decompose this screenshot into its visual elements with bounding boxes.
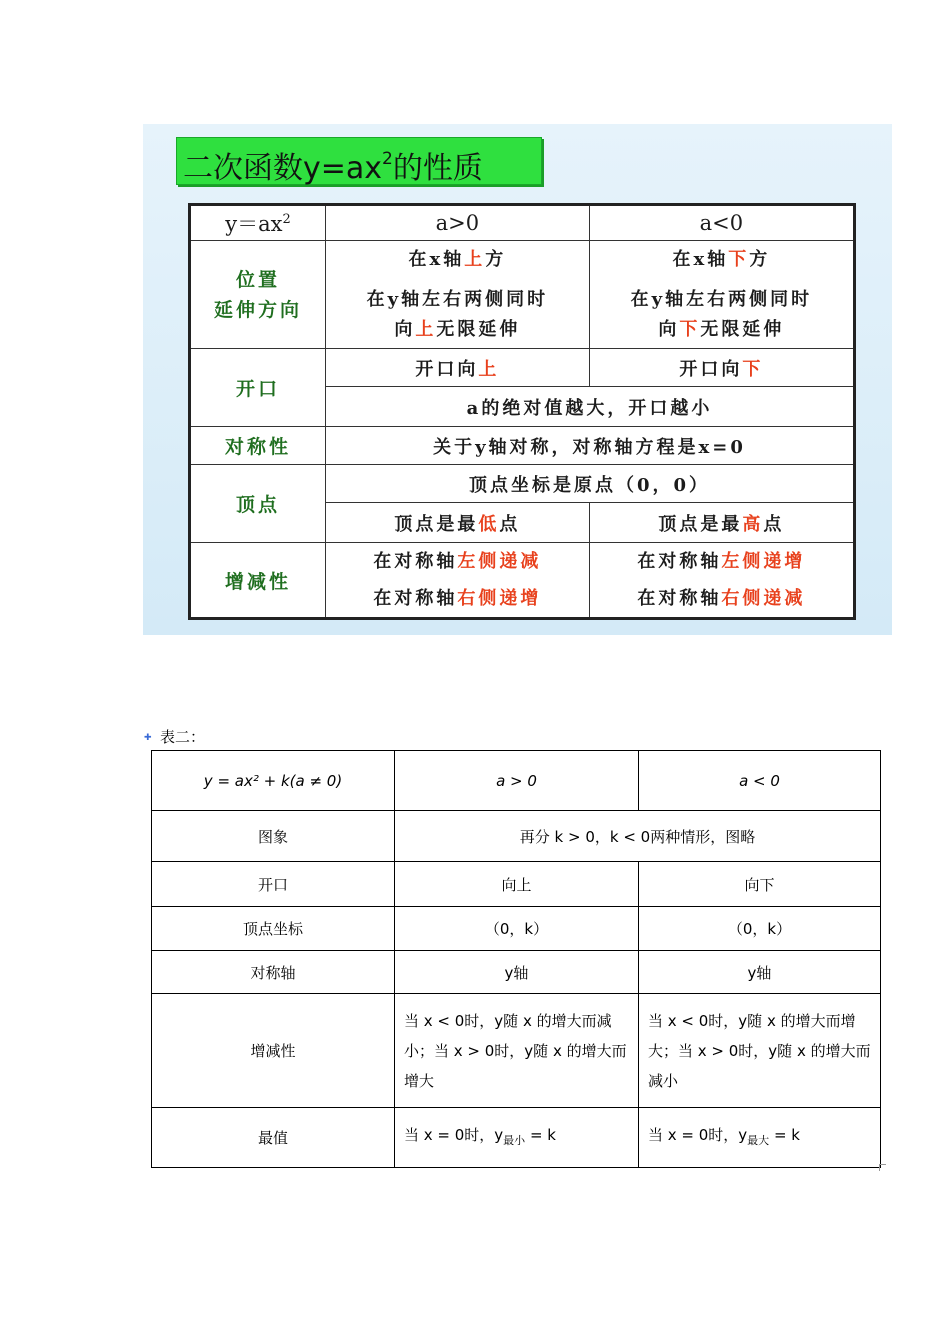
- header-a-positive: a>0: [326, 205, 590, 241]
- vertex-label: 顶点: [190, 465, 326, 543]
- table2-open-label: 开口: [152, 862, 395, 907]
- monotonic-row: [190, 543, 855, 619]
- position-row: [190, 241, 855, 349]
- table2-vertex-row: [152, 907, 881, 951]
- opening-shared-text: a的绝对值越大，开口越小: [326, 387, 855, 427]
- header-row: [190, 205, 855, 241]
- table2-vertex-a: （0，k）: [395, 907, 639, 951]
- properties-title: [176, 137, 542, 185]
- symmetry-row: [190, 427, 855, 465]
- table2-caption: 表二：: [160, 728, 206, 746]
- table2-axis-row: [152, 951, 881, 994]
- table2-header-a-positive: a > 0: [395, 751, 639, 811]
- table2-graph-label: 图象: [152, 811, 395, 862]
- position-a-negative: 在x轴下方 在y轴左右两侧同时 向下无限延伸: [589, 241, 854, 349]
- table2-graph-row: [152, 811, 881, 862]
- table2-vertex-b: （0，k）: [639, 907, 881, 951]
- vertex-shared-text: 顶点坐标是原点（0，0）: [326, 465, 855, 503]
- position-a-positive: 在x轴上方 在y轴左右两侧同时 向上无限延伸: [326, 241, 590, 349]
- header-formula: $y=ax^2$: [190, 205, 326, 241]
- title-superscript: 2: [382, 149, 393, 169]
- opening-label: 开口: [190, 349, 326, 427]
- table2-graph-text: 再分 k > 0，k < 0两种情形，图略: [395, 811, 881, 862]
- monotonic-a-positive: 在对称轴左侧递减 在对称轴右侧递增: [326, 543, 590, 619]
- position-label: 位置 延伸方向: [190, 241, 326, 349]
- table2-header-row: [152, 751, 881, 811]
- vertex-row: [190, 465, 855, 503]
- table2-axis-a: y轴: [395, 951, 639, 994]
- table2-mono-label: 增减性: [152, 994, 395, 1108]
- table2: [151, 750, 881, 1168]
- title-text: 二次函数y=ax: [183, 151, 383, 186]
- table2-mono-a: 当 x < 0时，y随 x 的增大而减小；当 x > 0时，y随 x 的增大而增大: [395, 994, 639, 1108]
- table2-mono-row: [152, 994, 881, 1108]
- table2-vertex-label: 顶点坐标: [152, 907, 395, 951]
- symmetry-label: 对称性: [190, 427, 326, 465]
- properties-image-block: [143, 124, 892, 635]
- table2-header-a-negative: a < 0: [639, 751, 881, 811]
- table2-open-b: 向下: [639, 862, 881, 907]
- table2-extreme-a: 当 x = 0时，$y_{最小} = k$: [395, 1108, 639, 1168]
- opening-row: [190, 349, 855, 387]
- title-suffix: 的性质: [392, 151, 483, 186]
- table2-extreme-b: 当 x = 0时，$y_{最大} = k$: [639, 1108, 881, 1168]
- monotonic-a-negative: 在对称轴左侧递增 在对称轴右侧递减: [589, 543, 854, 619]
- symmetry-text: 关于y轴对称，对称轴方程是x=0: [326, 427, 855, 465]
- table2-open-row: [152, 862, 881, 907]
- properties-table: [188, 203, 856, 620]
- table2-axis-b: y轴: [639, 951, 881, 994]
- table2-axis-label: 对称轴: [152, 951, 395, 994]
- table2-extreme-label: 最值: [152, 1108, 395, 1168]
- table2-mono-b: 当 x < 0时，y随 x 的增大而增大；当 x > 0时，y随 x 的增大而减小: [639, 994, 881, 1108]
- opening-a-negative: 开口向下: [589, 349, 854, 387]
- vertex-a-negative: 顶点是最高点: [589, 503, 854, 543]
- monotonic-label: 增减性: [190, 543, 326, 619]
- table-end-marker: [879, 1164, 886, 1171]
- table2-header-formula: y = ax² + k(a ≠ 0): [152, 751, 395, 811]
- vertex-a-positive: 顶点是最低点: [326, 503, 590, 543]
- table2-extreme-row: [152, 1108, 881, 1168]
- header-a-negative: a<0: [589, 205, 854, 241]
- paragraph-anchor-icon: ✚: [144, 733, 152, 743]
- table2-open-a: 向上: [395, 862, 639, 907]
- opening-a-positive: 开口向上: [326, 349, 590, 387]
